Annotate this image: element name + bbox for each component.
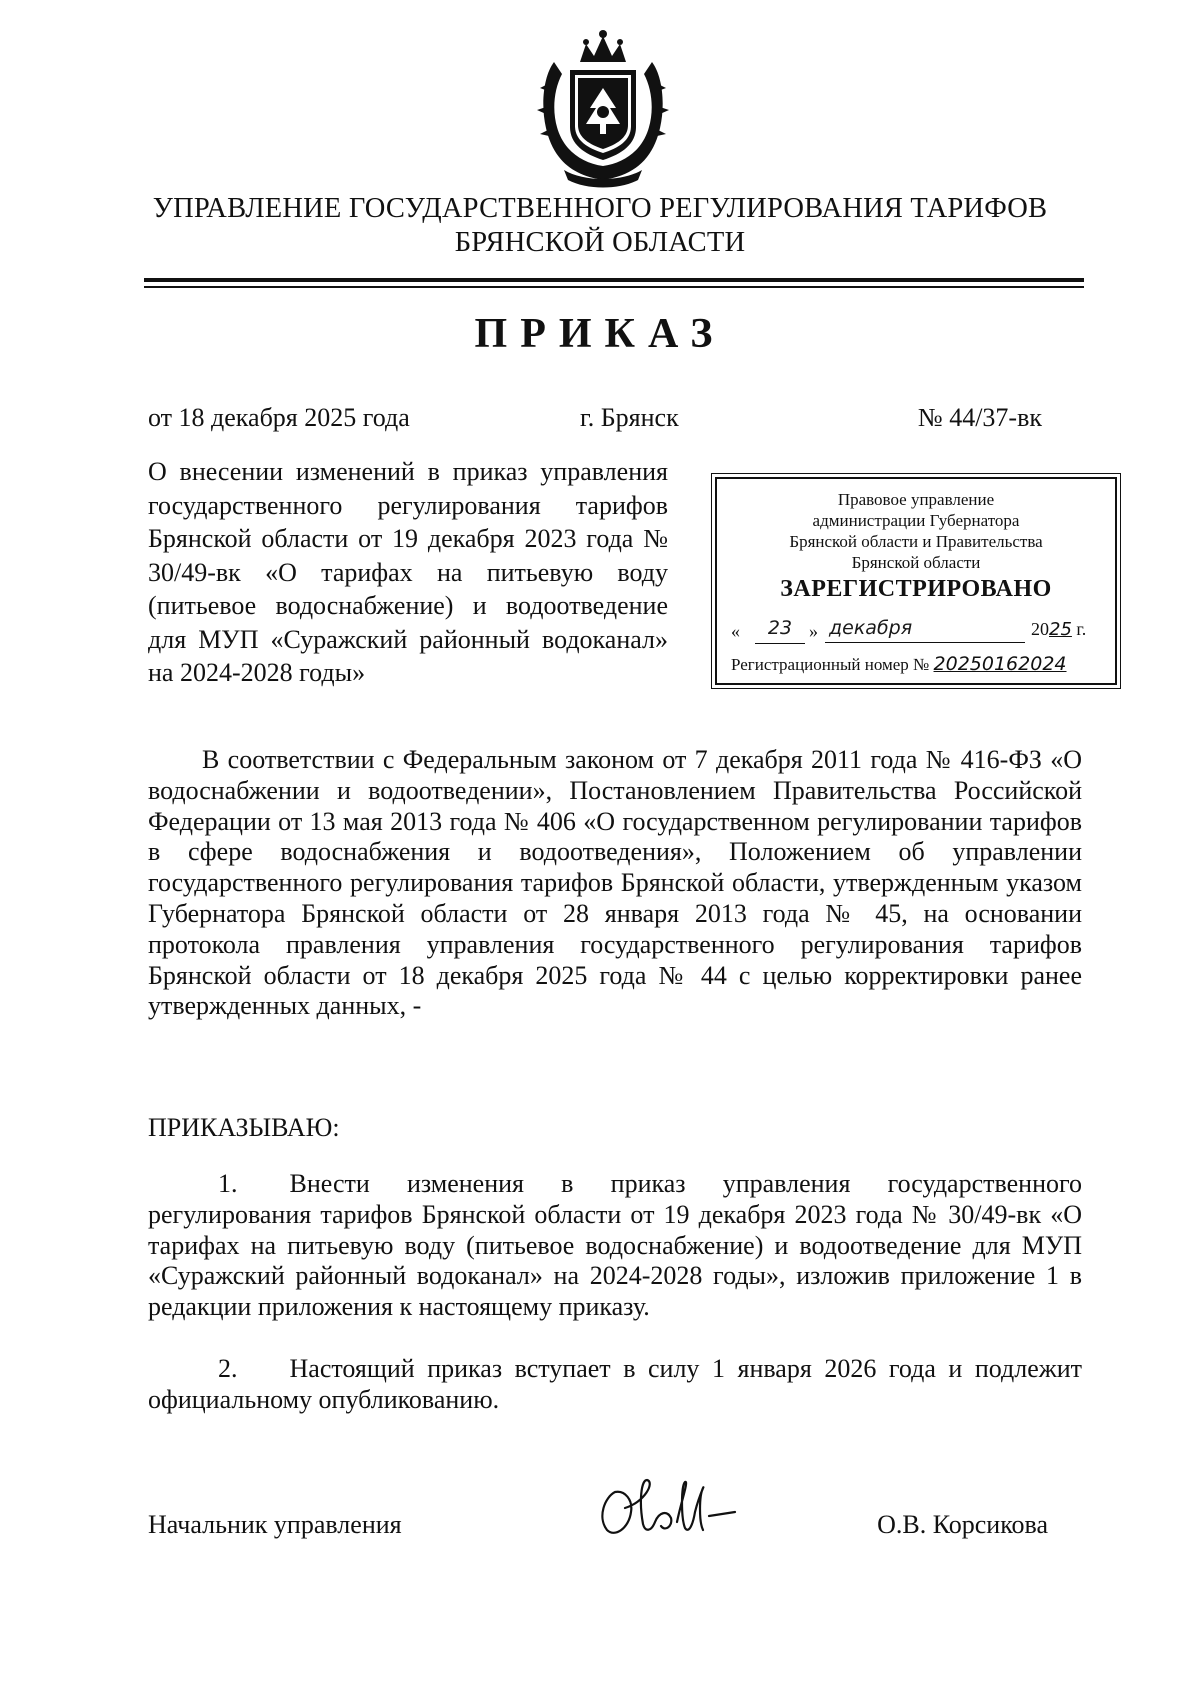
stamp-reg-number: 20250162024 [933, 653, 1067, 675]
org-title-line2: БРЯНСКОЙ ОБЛАСТИ [454, 227, 746, 258]
orders-heading: ПРИКАЗЫВАЮ: [148, 1113, 340, 1142]
stamp-year-unit: г. [1076, 619, 1087, 639]
stamp-authority-line4: Брянской области [851, 553, 981, 572]
signatory-position: Начальник управления [148, 1510, 402, 1539]
header-divider-thick [144, 278, 1084, 282]
org-title [120, 192, 1080, 260]
stamp-quote-close: » [809, 621, 818, 641]
stamp-year-suffix: 25 [1049, 619, 1072, 640]
stamp-month: декабря [825, 617, 1025, 643]
order-city: г. Брянск [580, 403, 679, 432]
stamp-year-prefix: 20 [1031, 619, 1049, 639]
stamp-authority-line1: Правовое управление [837, 490, 995, 509]
org-title-line1: УПРАВЛЕНИЕ ГОСУДАРСТВЕННОГО РЕГУЛИРОВАНИЯ ТАРИФОВ [152, 193, 1048, 224]
order-subject: О внесении изменений в приказ управления государственного регулирования тарифов Брянской области от 19 декабря 2023 года № 30/49-вк «О тарифах на питьевую воду (питьевое водоснабжение) и водоотведение для МУП «Суражский районный водоканал» на 2024-2028 годы» [148, 457, 668, 687]
order-number: № 44/37-вк [917, 403, 1042, 432]
stamp-quote-open: « [731, 621, 740, 641]
coat-of-arms-icon [534, 22, 672, 190]
order-item-1: 1. Внести изменения в приказ управления государственного регулирования тарифов Брянской области от 19 декабря 2023 года № 30/49-вк «О тарифах на питьевую воду (питьевое водоснабжение) и водоотведение для МУП «Суражский районный водоканал» на 2024-2028 годы», изложив приложение 1 в редакции приложения к настоящему приказу. [148, 1169, 1082, 1322]
signatory-name: О.В. Корсикова [877, 1510, 1048, 1539]
document-type-title: ПРИКАЗ [474, 311, 726, 357]
stamp-year [1031, 619, 1086, 640]
handwritten-signature [585, 1462, 765, 1552]
stamp-registered-label: ЗАРЕГИСТРИРОВАНО [780, 576, 1052, 602]
order-date: от 18 декабря 2025 года [148, 403, 410, 432]
stamp-authority-line2: администрации Губернатора [812, 511, 1020, 530]
stamp-authority-line3: Брянской области и Правительства [789, 532, 1043, 551]
order-item-2: 2. Настоящий приказ вступает в силу 1 января 2026 года и подлежит официальному опубликованию. [148, 1354, 1082, 1414]
stamp-registration-number [731, 653, 1107, 675]
stamp-date [731, 617, 1105, 645]
stamp-reg-label: Регистрационный номер № [731, 655, 930, 674]
preamble-paragraph: В соответствии с Федеральным законом от 7 декабря 2011 года № 416-ФЗ «О водоснабжении и водоотведении», Постановлением Правительства Российской Федерации от 13 мая 2013 года № 406 «О государственном регулировании тарифов в сфере водоснабжения и водоотведения», Положением об управлении государственного регулирования тарифов Брянской области, утвержденным указом Губернатора Брянской области от 28 января 2013 года № 45, на основании протокола правления управления государственного регулирования тарифов Брянской области от 18 декабря 2025 года № 44 с целью корректировки ранее утвержденных данных, - [148, 745, 1082, 1021]
header-divider-thin [144, 286, 1084, 288]
registration-stamp [715, 477, 1117, 685]
stamp-day: 23 [755, 617, 805, 644]
